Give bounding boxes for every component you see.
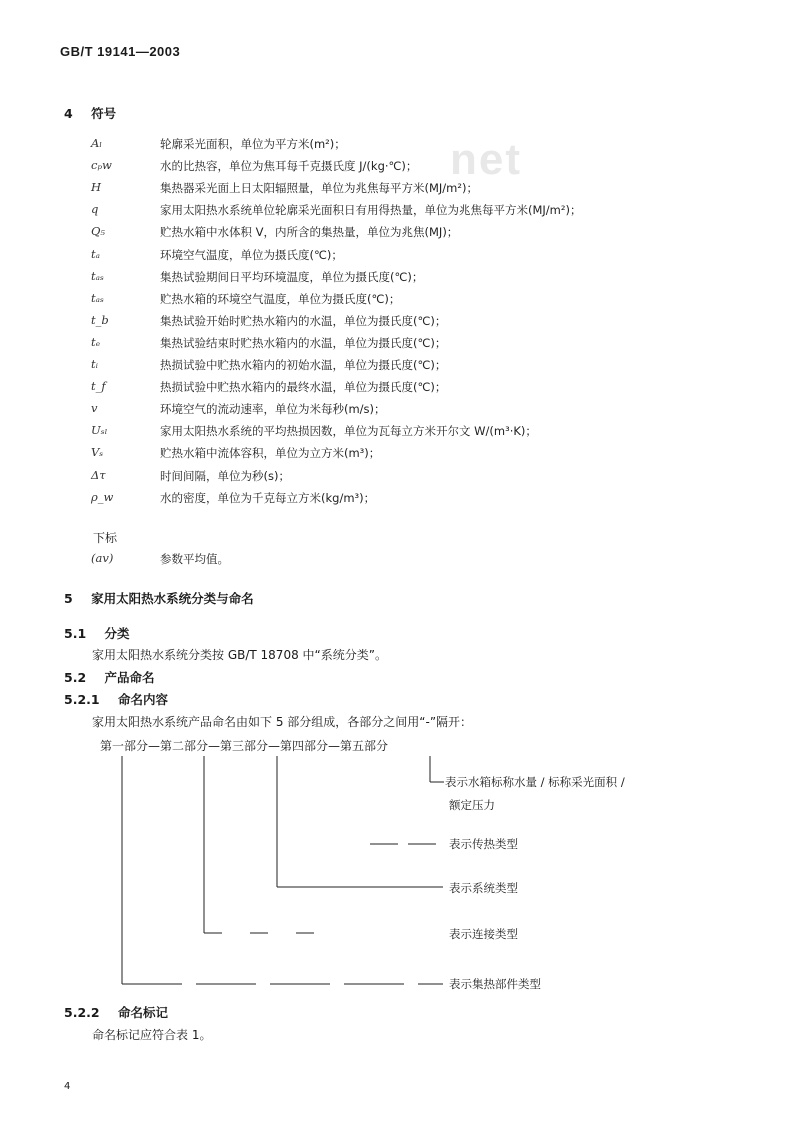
- section-5-2-number: 5.2: [64, 670, 87, 685]
- symbol-definition: 集热试验开始时贮热水箱内的水温，单位为摄氏度(℃)；: [160, 313, 447, 328]
- symbol-definition: 家用太阳热水系统单位轮廓采光面积日有用得热量，单位为兆焦每平方米(MJ/m²)；: [160, 203, 582, 218]
- symbol-definition: 贮热水箱中流体容积，单位为立方米(m³)；: [160, 446, 381, 461]
- symbol-definition: 水的比热容，单位为焦耳每千克摄氏度 J/(kg·℃)；: [160, 159, 418, 174]
- symbol-definition: 环境空气的流动速率，单位为米每秒(m/s)；: [160, 402, 386, 417]
- page-number: 4: [64, 1081, 71, 1092]
- section-5-2-1-number: 5.2.1: [64, 692, 100, 707]
- symbol-definition: 环境空气温度，单位为摄氏度(℃)；: [160, 247, 343, 262]
- section-5-2-2-text: 命名标记应符合表 1。: [92, 1028, 212, 1042]
- symbol: t_f: [91, 379, 106, 394]
- symbol-definition: 热损试验中贮热水箱内的初始水温，单位为摄氏度(℃)；: [160, 358, 447, 372]
- symbol: Uₛₗ: [91, 423, 108, 438]
- watermark: net: [450, 135, 522, 184]
- section-5-1-text: 家用太阳热水系统分类按 GB/T 18708 中“系统分类”。: [92, 648, 387, 662]
- section-5-number: 5: [64, 591, 73, 606]
- subscript-symbol: (av): [91, 551, 114, 565]
- symbol-definition: 贮热水箱的环境空气温度，单位为摄氏度(℃)；: [160, 291, 401, 306]
- symbol: tₐₛ: [91, 290, 104, 305]
- symbol: tᵢ: [91, 357, 98, 371]
- section-5-heading: [64, 589, 254, 607]
- label-part1: 表示集热部件类型: [449, 977, 541, 991]
- section-5-2-2-heading: [64, 1003, 168, 1021]
- symbol-definition: 轮廓采光面积，单位为平方米(m²)；: [160, 137, 346, 151]
- symbol: Q₅: [91, 224, 106, 239]
- symbol-definition: 贮热水箱中水体积 V，内所含的集热量，单位为兆焦(MJ)；: [160, 225, 459, 240]
- symbol-definition: 时间间隔，单位为秒(s)；: [160, 468, 290, 483]
- symbol: H: [91, 180, 102, 195]
- symbol-definition: 集热试验结束时贮热水箱内的水温，单位为摄氏度(℃)；: [160, 335, 447, 350]
- symbol-definition: 集热器采光面上日太阳辐照量，单位为兆焦每平方米(MJ/m²)；: [160, 181, 478, 196]
- section-4-title: 符号: [91, 106, 117, 121]
- symbol: Vₛ: [91, 445, 104, 460]
- section-5-2-heading: [64, 668, 155, 686]
- label-part5-line1: 表示水箱标称水量 / 标称采光面积 /: [445, 775, 625, 789]
- label-part4: 表示传热类型: [449, 837, 518, 851]
- symbol: t_b: [91, 312, 109, 327]
- symbol: Aₗ: [91, 136, 103, 150]
- section-5-1-title: 分类: [104, 626, 130, 641]
- symbol: cₚw: [91, 158, 112, 173]
- symbol-definition: 水的密度，单位为千克每立方米(kg/m³)；: [160, 490, 376, 505]
- section-5-2-1-heading: [64, 690, 168, 708]
- symbol: tₑ: [91, 334, 101, 349]
- subscript-definition: 参数平均值。: [160, 552, 229, 566]
- section-5-2-2-number: 5.2.2: [64, 1005, 100, 1020]
- section-5-title: 家用太阳热水系统分类与命名: [91, 591, 254, 606]
- section-5-1-heading: [64, 624, 130, 642]
- section-4-heading: [64, 104, 116, 122]
- label-part2: 表示连接类型: [449, 927, 518, 941]
- symbol-definition: 热损试验中贮热水箱内的最终水温，单位为摄氏度(℃)；: [160, 380, 447, 395]
- section-5-2-1-title: 命名内容: [117, 692, 168, 707]
- symbol: q: [91, 202, 99, 217]
- section-5-1-number: 5.1: [64, 626, 87, 641]
- standard-code-header: GB/T 19141—2003: [60, 44, 181, 59]
- section-5-2-2-title: 命名标记: [117, 1005, 168, 1020]
- symbol-definition: 家用太阳热水系统的平均热损因数，单位为瓦每立方米开尔文 W/(m³·K)；: [160, 424, 537, 439]
- label-part3: 表示系统类型: [449, 881, 518, 895]
- symbol-definition: 集热试验期间日平均环境温度，单位为摄氏度(℃)；: [160, 269, 424, 284]
- label-part5-line2: 额定压力: [449, 798, 495, 812]
- naming-scheme: 第一部分—第二部分—第三部分—第四部分—第五部分: [100, 739, 389, 753]
- symbol: v: [91, 401, 98, 416]
- symbol: Δτ: [91, 467, 106, 482]
- symbol: tₐₛ: [91, 268, 104, 283]
- section-5-2-title: 产品命名: [104, 670, 155, 685]
- symbol: tₐ: [91, 246, 100, 261]
- section-5-2-1-text: 家用太阳热水系统产品命名由如下 5 部分组成，各部分之间用“-”隔开：: [92, 715, 473, 729]
- section-4-number: 4: [64, 106, 73, 121]
- subscript-heading: 下标: [93, 531, 118, 545]
- symbol: ρ_w: [91, 489, 114, 504]
